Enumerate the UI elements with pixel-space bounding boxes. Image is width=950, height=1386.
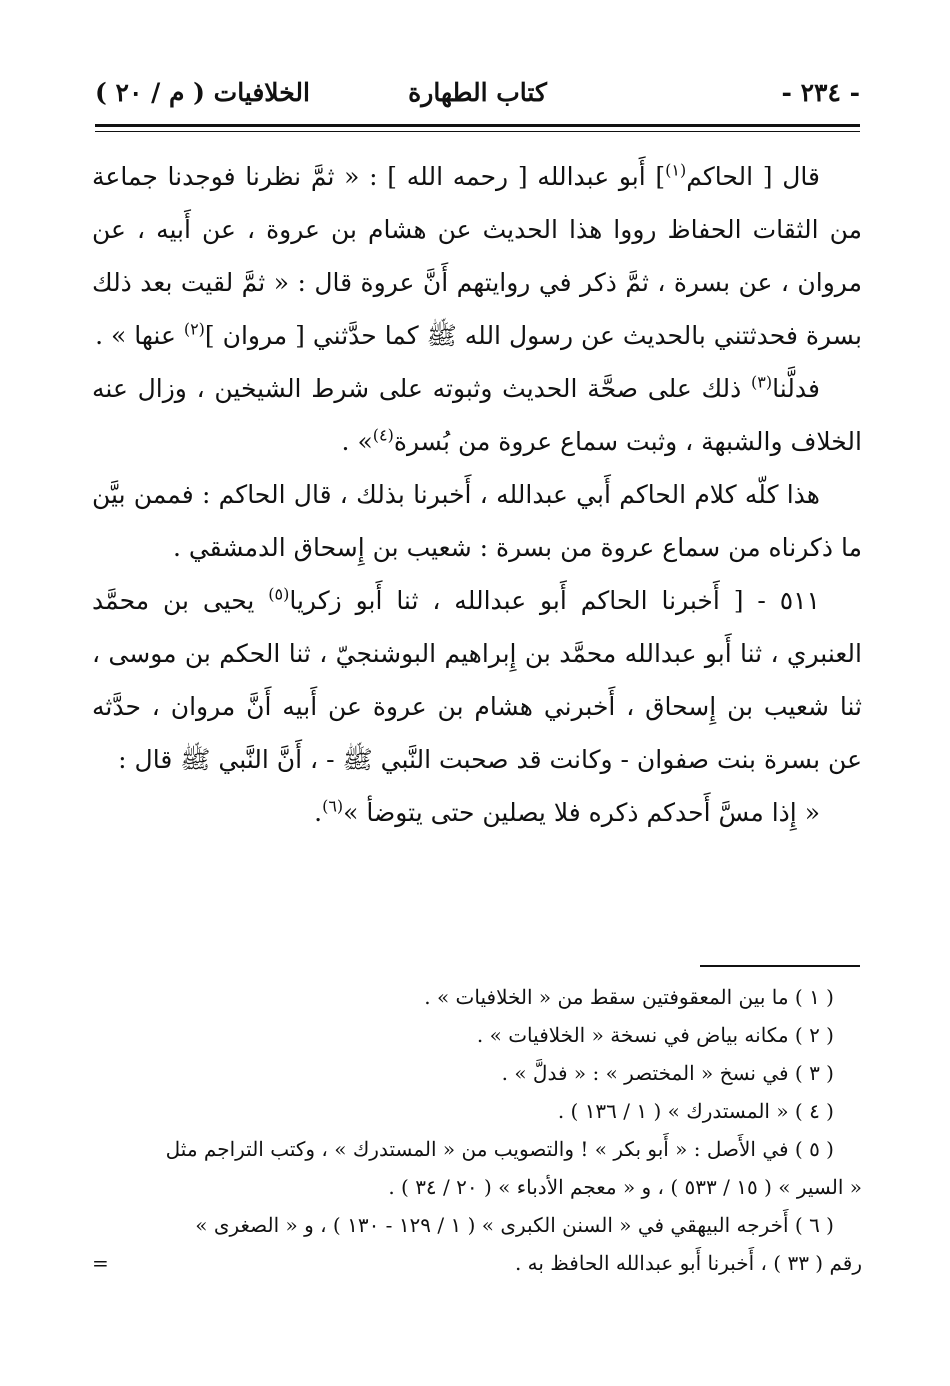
footnote-6-cont: رقم ( ٣٣ ) ، أَخبرنا أَبو عبدالله الحافظ به . = <box>92 1244 862 1282</box>
page-number: - ٢٣٤ - <box>781 78 860 107</box>
footnote-1: ( ١ ) ما بين المعقوفتين سقط من « الخلافيات » . <box>424 985 834 1009</box>
paragraph: فدلَّنا$^{(٣)}$ ذلك على صحَّة الحديث وثبوته على شرط الشيخين ، وزال عنه الخلاف والشبهة ، وثبت سماع عروة من بُسرة$^{(٤)}$» . <box>92 372 862 456</box>
footnote-5-cont: « السير » ( ١٥ / ٥٣٣ ) ، و « معجم الأدباء » ( ٢٠ / ٣٤ ) . <box>388 1175 862 1199</box>
footnotes <box>92 978 862 1282</box>
footnote-ref: (٦) <box>322 796 344 816</box>
source-reference: الخلافيات ( م / ٢٠ ) <box>95 78 310 107</box>
header-rule-thick <box>95 124 860 127</box>
footnote-4: ( ٤ ) « المستدرك » ( ١ / ١٣٦ ) . <box>557 1099 834 1123</box>
paragraph: هذا كلّه كلام الحاكم أَبي عبدالله ، أَخبرنا بذلك ، قال الحاكم : فممن بيَّن ما ذكرناه من سماع عروة من بسرة : شعيب بن إِسحاق الدمشقي . <box>92 480 862 562</box>
book-title: كتاب الطهارة <box>408 78 547 107</box>
footnote-ref: (٥) <box>268 584 290 604</box>
footnote-5: ( ٥ ) في الأَصل : « أَبو بكر » ! والتصويب من « المستدرك » ، وكتب التراجم مثل <box>165 1137 834 1161</box>
footnote-ref: (٣) <box>751 372 773 392</box>
footnote-ref: (٢) <box>183 319 205 339</box>
hadith-511: ٥١١ - [ أَخبرنا الحاكم أَبو عبدالله ، ثنا أَبو زكريا$^{(٥)}$ يحيى بن محمَّد العنبري ، ثنا أَبو عبدالله محمَّد بن إِبراهيم البوشنجيّ ، ثنا الحكم بن موسى ، ثنا شعيب بن إِسحاق ، أَخبرني هشام بن عروة عن أَبيه أَنَّ مروان ، حدَّثه عن بسرة بنت صفوان - وكانت قد صحبت النَّبي ﷺ - ، أَنَّ النَّبي ﷺ قال : <box>92 584 862 774</box>
footnote-ref: (٤) <box>372 425 394 445</box>
footnote-2: ( ٢ ) مكانه بياض في نسخة « الخلافيات » . <box>476 1023 834 1047</box>
header-rule-thin <box>95 131 860 132</box>
footnote-separator <box>700 965 860 967</box>
paragraph: قال [ الحاكم$^{(١)}$] أَبو عبدالله [ رحمه الله ] : « ثمَّ نظرنا فوجدنا جماعة من الثقات الحفاظ رووا هذا الحديث عن هشام بن عروة ، عن أَبيه ، عن مروان ، عن بسرة ، ثمَّ ذكر في روايتهم أَنَّ عروة قال : « ثمَّ لقيت بعد ذلك بسرة فحدثتني بالحديث عن رسول الله ﷺ كما حدَّثني [ مروان ]$^{(٢)}$ عنها » . <box>92 160 862 350</box>
footnote-ref: (١) <box>665 160 687 180</box>
page-header <box>95 78 860 118</box>
continuation-mark: = <box>92 1251 109 1275</box>
main-text <box>92 150 862 839</box>
hadith-text: « إِذا مسَّ أَحدكم ذكره فلا يصلين حتى يتوضأ »$^{(٦)}$. <box>314 796 820 827</box>
footnote-6: ( ٦ ) أَخرجه البيهقي في « السنن الكبرى » ( ١ / ١٢٩ - ١٣٠ ) ، و « الصغرى » <box>195 1213 834 1237</box>
footnote-3: ( ٣ ) في نسخ « المختصر » : « فدلَّ » . <box>501 1061 834 1085</box>
